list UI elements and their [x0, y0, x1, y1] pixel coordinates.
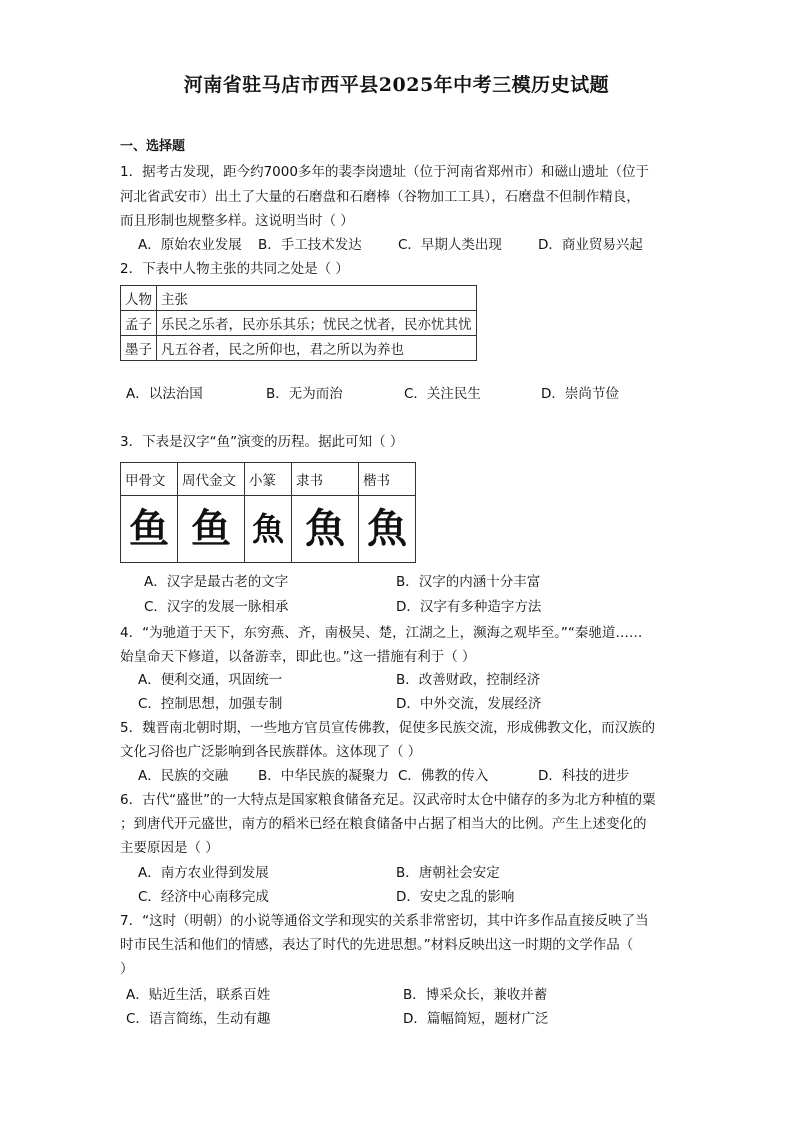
- q6-option-d: D．安史之乱的影响: [396, 889, 515, 905]
- q3-header: 甲骨文: [121, 463, 178, 496]
- q1-option-b: B．手工技术发达: [258, 237, 362, 253]
- q2-cell: 主张: [157, 286, 477, 311]
- q3-option-d: D．汉字有多种造字方法: [396, 599, 542, 615]
- q6-option-a: A．南方农业得到发展: [138, 865, 269, 881]
- q6-option-b: B．唐朝社会安定: [396, 865, 500, 881]
- seal-fish-glyph: 魚: [251, 510, 284, 548]
- q6-line-3: 主要原因是（ ）: [120, 840, 219, 856]
- exam-title: 河南省驻马店市西平县2025年中考三模历史试题: [183, 74, 610, 96]
- q4-line-2: 始皇命天下修道，以备游幸，即此也。”这一措施有利于（ ）: [120, 649, 476, 665]
- q6-option-c: C．经济中心南移完成: [138, 889, 269, 905]
- q2-cell: 乐民之乐者，民亦乐其乐；忧民之忧者，民亦忧其忧: [157, 311, 477, 336]
- q3-option-c: C．汉字的发展一脉相承: [144, 599, 289, 615]
- q7-option-d: D．篇幅简短，题材广泛: [403, 1011, 549, 1027]
- q2-cell: 人物: [121, 286, 157, 311]
- q4-option-d: D．中外交流，发展经济: [396, 696, 542, 712]
- q4-line-1: 4．“为驰道于天下，东穷燕、齐，南极吴、楚，江湖之上，濒海之观毕至。”“秦驰道……: [120, 625, 643, 641]
- q1-option-c: C．早期人类出现: [398, 237, 502, 253]
- q2-option-d: D．崇尚节俭: [541, 386, 619, 402]
- q3-header: 隶书: [292, 463, 359, 496]
- q3-glyph-cell: [121, 496, 178, 563]
- section-heading: 一、选择题: [120, 139, 186, 154]
- q3-header: 楷书: [359, 463, 416, 496]
- q1-line-3: 而且形制也规整多样。这说明当时（ ）: [120, 213, 354, 229]
- q2-option-b: B．无为而治: [266, 386, 343, 402]
- q5-line-2: 文化习俗也广泛影响到各民族群体。这体现了（ ）: [120, 744, 422, 760]
- bronze-fish-glyph: 鱼: [191, 505, 231, 552]
- q2-cell: 凡五谷者，民之所仰也，君之所以为养也: [157, 336, 477, 361]
- q1-line-2: 河北省武安市）出土了大量的石磨盘和石磨棒（谷物加工工具），石磨盘不但制作精良，: [120, 189, 640, 205]
- q2-stem: 2．下表中人物主张的共同之处是（ ）: [120, 261, 349, 277]
- q2-table: [120, 285, 477, 361]
- q4-option-a: A．便利交通，巩固统一: [138, 672, 283, 688]
- q3-glyph-cell: [245, 496, 292, 563]
- q3-glyph-cell: [178, 496, 245, 563]
- q2-cell: 孟子: [121, 311, 157, 336]
- q2-cell: 墨子: [121, 336, 157, 361]
- q5-option-c: C．佛教的传入: [398, 768, 489, 784]
- q1-option-d: D．商业贸易兴起: [538, 237, 643, 253]
- q6-line-1: 6．古代“盛世”的一大特点是国家粮食储备充足。汉武帝时太仓中储存的多为北方种植的粟: [120, 792, 656, 808]
- q7-option-c: C．语言简练，生动有趣: [126, 1011, 271, 1027]
- q3-option-a: A．汉字是最古老的文字: [144, 574, 289, 590]
- q2-option-c: C．关注民生: [404, 386, 481, 402]
- q3-glyph-table: [120, 462, 416, 563]
- q4-option-b: B．改善财政，控制经济: [396, 672, 541, 688]
- q4-option-c: C．控制思想，加强专制: [138, 696, 283, 712]
- q5-line-1: 5．魏晋南北朝时期，一些地方官员宣传佛教，促使多民族交流，形成佛教文化，而汉族的: [120, 720, 656, 736]
- oracle-fish-glyph: 鱼: [129, 505, 169, 552]
- q7-line-3: ）: [120, 961, 134, 977]
- q3-glyph-cell: [359, 496, 416, 563]
- q1-line-1: 1．据考古发现，距今约7000多年的裴李岗遗址（位于河南省郑州市）和磁山遗址（位于: [120, 164, 649, 180]
- q5-option-a: A．民族的交融: [138, 768, 229, 784]
- q1-option-a: A．原始农业发展: [138, 237, 242, 253]
- q7-option-b: B．博采众长，兼收并蓄: [403, 987, 548, 1003]
- regular-fish-glyph: 魚: [367, 505, 407, 552]
- q2-option-a: A．以法治国: [126, 386, 203, 402]
- q6-line-2: ；到唐代开元盛世，南方的稻米已经在粮食储备中占据了相当大的比例。产生上述变化的: [120, 816, 647, 832]
- q3-glyph-cell: [292, 496, 359, 563]
- q3-header: 小篆: [245, 463, 292, 496]
- q5-option-b: B．中华民族的凝聚力: [258, 768, 389, 784]
- q3-stem: 3．下表是汉字“鱼”演变的历程。据此可知（ ）: [120, 434, 404, 450]
- q7-line-1: 7．“这时（明朝）的小说等通俗文学和现实的关系非常密切，其中许多作品直接反映了当: [120, 913, 649, 929]
- clerical-fish-glyph: 魚: [305, 505, 345, 552]
- q3-header: 周代金文: [178, 463, 245, 496]
- q5-option-d: D．科技的进步: [538, 768, 630, 784]
- q7-line-2: 时市民生活和他们的情感，表达了时代的先进思想。”材料反映出这一时期的文学作品（: [120, 937, 634, 953]
- q7-option-a: A．贴近生活，联系百姓: [126, 987, 271, 1003]
- q3-option-b: B．汉字的内涵十分丰富: [396, 574, 541, 590]
